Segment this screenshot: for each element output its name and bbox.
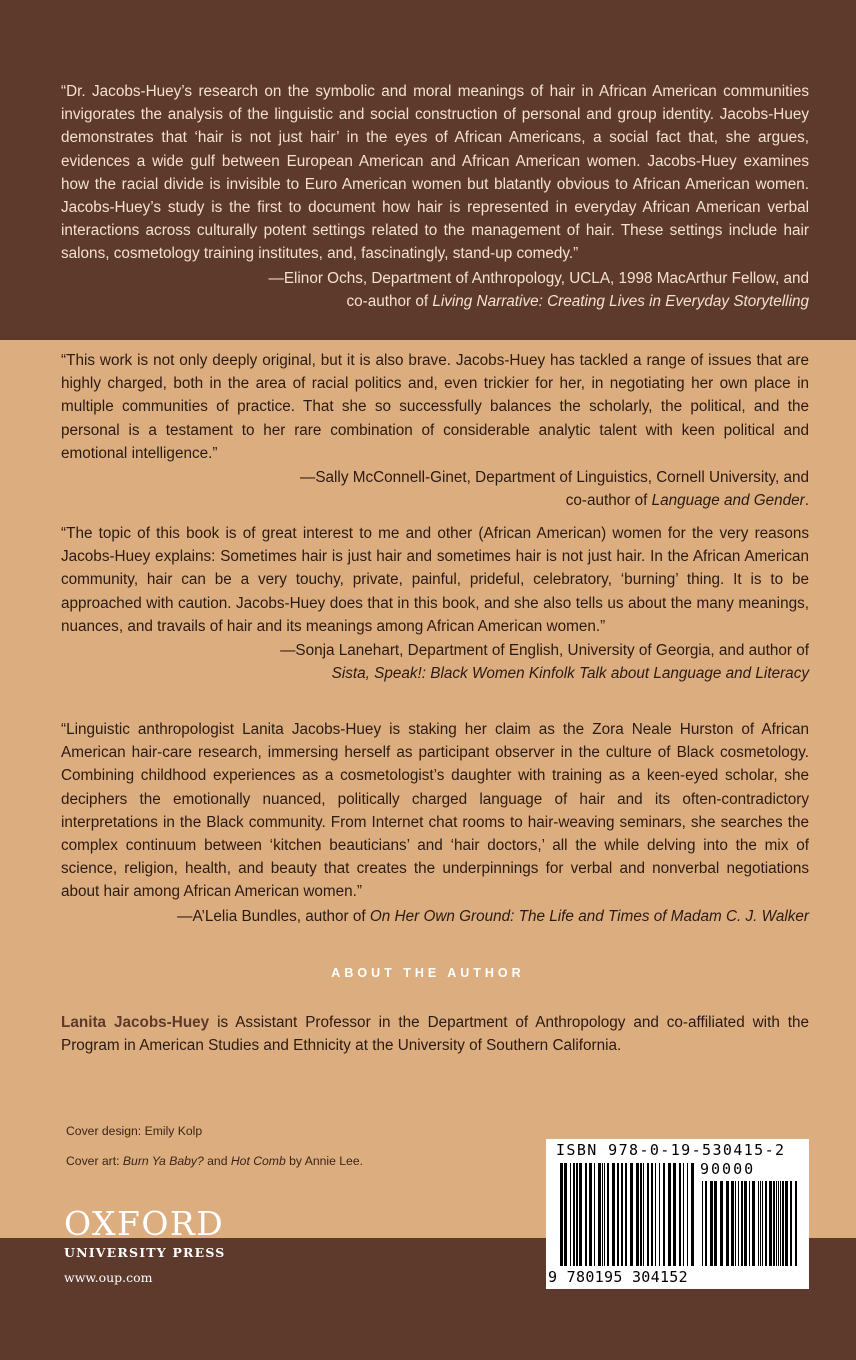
barcode-bar bbox=[726, 1181, 729, 1266]
barcode-bar bbox=[604, 1163, 605, 1266]
barcode-bar bbox=[612, 1163, 615, 1266]
barcode-bar bbox=[702, 1181, 703, 1266]
barcode-bar bbox=[663, 1163, 665, 1266]
barcode-bar bbox=[735, 1181, 736, 1266]
book-title: Language and Gender bbox=[651, 492, 805, 510]
barcode-bar bbox=[589, 1163, 592, 1266]
barcode-bar bbox=[625, 1163, 627, 1266]
attribution-suffix: . bbox=[804, 492, 809, 510]
barcode-bar bbox=[744, 1181, 747, 1266]
publisher-url: www.oup.com bbox=[64, 1270, 153, 1285]
author-bio: is Assistant Professor in the Department of Anthropology and co-affiliated with the Program in American Studies and Ethnicity at the University of Southern California. bbox=[61, 1014, 810, 1055]
barcode-bar bbox=[731, 1181, 734, 1266]
cover-art-and: and bbox=[203, 1154, 231, 1168]
book-title: On Her Own Ground: The Life and Times of Madam C. J. Walker bbox=[369, 907, 809, 925]
barcode-bar bbox=[576, 1163, 578, 1266]
addon-barcode bbox=[702, 1181, 800, 1266]
quote-attribution bbox=[61, 905, 809, 928]
barcode-bar bbox=[594, 1163, 595, 1266]
barcode-bar bbox=[643, 1163, 644, 1266]
barcode-bar bbox=[714, 1181, 717, 1266]
barcode-bar bbox=[738, 1181, 739, 1266]
barcode-bar bbox=[687, 1163, 688, 1266]
quote-text: “Dr. Jacobs-Huey’s research on the symbolic and moral meanings of hair in African American communities invigorates the analysis of the linguistic and social construction of personal and group identity. Jacobs-Huey demonstrates that ‘hair is not just hair’ in the eyes of African Americans, a social fact that, she argues, evidences a wide gulf between European American and African American women. Jacobs-Huey examines how the racial divide is invisible to Euro American women but blatantly obvious to African American women. Jacobs-Huey’s study is the first to document how hair is represented in everyday African American verbal interactions across culturally potent settings related to the management of hair. These settings include hair salons, cosmetology training institutes, and, fascinatingly, stand-up comedy.” bbox=[61, 83, 809, 263]
barcode-bar bbox=[668, 1163, 671, 1266]
barcode-bar bbox=[564, 1163, 567, 1266]
barcode-bar bbox=[602, 1163, 603, 1266]
barcode-bar bbox=[778, 1181, 779, 1266]
barcode-bar bbox=[659, 1163, 660, 1266]
barcode-bar bbox=[749, 1181, 750, 1266]
barcode-bar bbox=[785, 1181, 788, 1266]
barcode-bar bbox=[573, 1163, 575, 1266]
publisher-subtitle: UNIVERSITY PRESS bbox=[64, 1245, 226, 1260]
attribution-prefix: co-author of bbox=[565, 492, 652, 510]
barcode-bar bbox=[617, 1163, 619, 1266]
ean-digits: 9 780195 304152 bbox=[548, 1268, 688, 1286]
about-author-text bbox=[61, 1011, 809, 1057]
barcode-bar bbox=[780, 1181, 781, 1266]
barcode-bar bbox=[762, 1181, 763, 1266]
barcode-bar bbox=[758, 1181, 759, 1266]
attribution-line: —Sonja Lanehart, Department of English, University of Georgia, and author of bbox=[280, 642, 809, 660]
barcode-bar bbox=[790, 1181, 792, 1266]
barcode-bar bbox=[630, 1163, 633, 1266]
quote-text: “Linguistic anthropologist Lanita Jacobs-Huey is staking her claim as the Zora Neale Hurston of African American hair-care research, immersing herself as participant observer in the culture of Black cosmetology. Combining childhood experiences as a cosmetologist’s daughter with training as a keen-eyed scholar, she deciphers the emotionally nuanced, politically charged language of hair and its often-contradictory interpretations in the Black community. From Internet chat rooms to hair-weaving seminars, she searches the complex continuum between ‘kitchen beauticians’ and ‘hair doctors,’ all the while delving into the mix of science, religion, health, and beauty that creates the underpinnings for verbal and nonverbal negotiations about hair among African American women.” bbox=[61, 721, 809, 901]
barcode-bar bbox=[579, 1163, 582, 1266]
barcode-bar bbox=[585, 1163, 587, 1266]
barcode-bar bbox=[636, 1163, 639, 1266]
barcode-bar bbox=[765, 1181, 767, 1266]
barcode-bar bbox=[679, 1163, 681, 1266]
quote-attribution bbox=[61, 466, 809, 512]
art-title: Burn Ya Baby? bbox=[122, 1154, 204, 1168]
barcode-bar bbox=[647, 1163, 649, 1266]
barcode-bar bbox=[607, 1163, 609, 1266]
art-title: Hot Comb bbox=[230, 1154, 286, 1168]
quote-attribution bbox=[61, 639, 809, 685]
barcode-bar bbox=[621, 1163, 623, 1266]
barcode-bar bbox=[598, 1163, 601, 1266]
cover-art-prefix: Cover art: bbox=[66, 1154, 123, 1168]
quote-attribution bbox=[61, 267, 809, 313]
blurb-quote-lanehart bbox=[61, 522, 809, 685]
publisher-logo: OXFORD bbox=[64, 1204, 225, 1243]
attribution-line: —Sally McConnell-Ginet, Department of Linguistics, Cornell University, and bbox=[300, 469, 809, 487]
attribution-prefix: —A’Lelia Bundles, author of bbox=[177, 907, 370, 925]
isbn-label: ISBN 978-0-19-530415-2 bbox=[556, 1141, 786, 1159]
barcode-bar bbox=[560, 1163, 563, 1266]
blurb-quote-mcconnell-ginet bbox=[61, 349, 809, 512]
quote-text: “The topic of this book is of great interest to me and other (African American) women for the very reasons Jacobs-Huey explains: Sometimes hair is just hair and sometimes hair is not just hair. In the African American community, hair can be a very touchy, private, painful, prideful, celebratory, ‘burning’ thing. It is to be approached with caution. Jacobs-Huey does that in this book, and she also tells us about the many meanings, nuances, and travails of hair and its meanings among African American women.” bbox=[61, 525, 809, 635]
barcode-bar bbox=[655, 1163, 656, 1266]
barcode-bar bbox=[782, 1181, 784, 1266]
about-heading: ABOUT THE AUTHOR bbox=[331, 966, 525, 980]
barcode-bar bbox=[720, 1181, 723, 1266]
cover-art-credit bbox=[66, 1154, 363, 1168]
blurb-quote-bundles bbox=[61, 718, 809, 928]
book-title: Living Narrative: Creating Lives in Everyday Storytelling bbox=[432, 292, 809, 310]
attribution-line: —Elinor Ochs, Department of Anthropology, UCLA, 1998 MacArthur Fellow, and bbox=[268, 269, 809, 287]
barcode-bar bbox=[760, 1181, 761, 1266]
barcode-bar bbox=[752, 1181, 755, 1266]
attribution-prefix: co-author of bbox=[346, 292, 433, 310]
blurb-quote-ochs bbox=[61, 80, 809, 313]
barcode-bar bbox=[640, 1163, 642, 1266]
cover-art-suffix: by Annie Lee. bbox=[285, 1154, 363, 1168]
barcode-bar bbox=[710, 1181, 713, 1266]
barcode-bar bbox=[776, 1181, 777, 1266]
barcode-bar bbox=[673, 1163, 676, 1266]
barcode-bar bbox=[651, 1163, 653, 1266]
barcode-bar bbox=[741, 1181, 743, 1266]
barcode-bar bbox=[683, 1163, 684, 1266]
quote-text: “This work is not only deeply original, but it is also brave. Jacobs-Huey has tackled a range of issues that are highly charged, both in the area of racial politics and, even trickier for her, in negotiating her own place in multiple communities of practice. That she so successfully balances the scholarly, the political, and the personal is a testament to her rare combination of considerable analytic talent with keen political and emotional intelligence.” bbox=[61, 352, 809, 462]
barcode-bar bbox=[769, 1181, 772, 1266]
book-title: Sista, Speak!: Black Women Kinfolk Talk about Language and Literacy bbox=[331, 665, 809, 683]
ean-barcode bbox=[560, 1163, 696, 1266]
barcode-bar bbox=[570, 1163, 571, 1266]
barcode-bar bbox=[773, 1181, 775, 1266]
barcode-bar bbox=[705, 1181, 707, 1266]
cover-design-credit: Cover design: Emily Kolp bbox=[66, 1124, 203, 1138]
price-code: 90000 bbox=[700, 1160, 756, 1178]
barcode-bar bbox=[691, 1163, 694, 1266]
author-name: Lanita Jacobs-Huey bbox=[61, 1014, 210, 1031]
barcode-bar bbox=[795, 1181, 797, 1266]
